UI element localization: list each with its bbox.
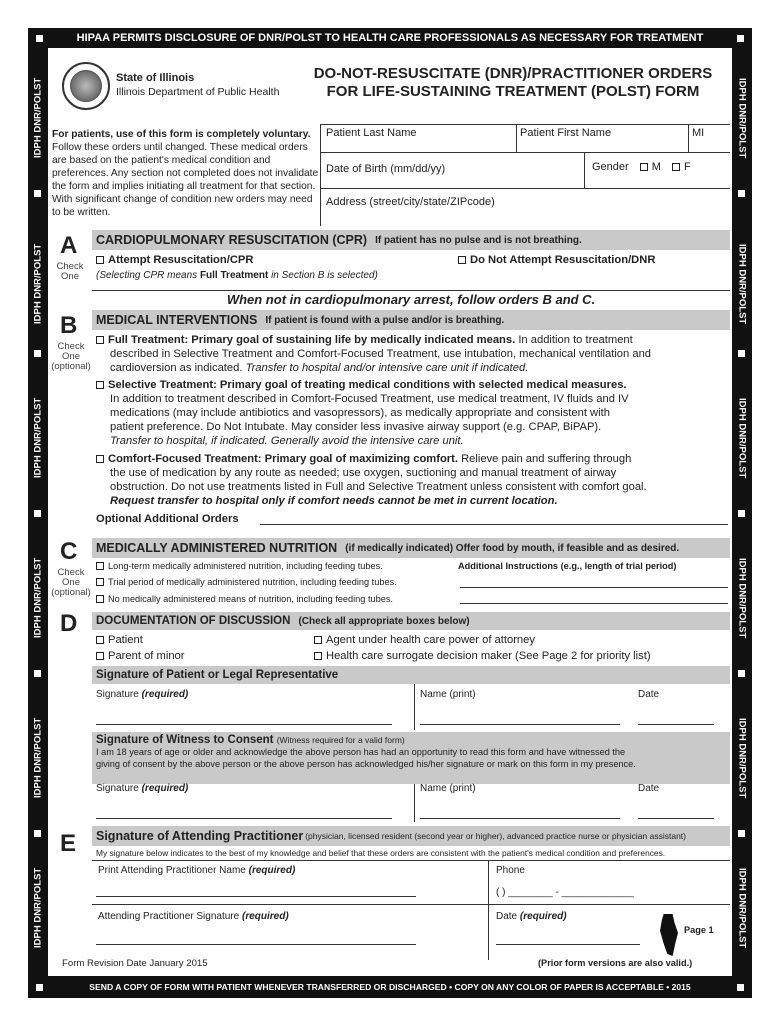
side-label: IDPH DNR/POLST [32, 397, 44, 479]
discussion-agent[interactable]: Agent under health care power of attorney [314, 633, 535, 647]
side-label: IDPH DNR/POLST [736, 397, 748, 479]
form-title-line2: FOR LIFE-SUSTAINING TREATMENT (POLST) FORM [326, 83, 700, 100]
print-name-label: Print Attending Practitioner Name (required) [98, 865, 296, 876]
side-label: IDPH DNR/POLST [32, 557, 44, 639]
practitioner-signature-label: Attending Practitioner Signature (required) [98, 911, 289, 922]
square-icon [738, 510, 745, 517]
section-e-letter: E [60, 830, 77, 857]
section-d-header [92, 612, 730, 630]
witness-signature-input[interactable] [96, 818, 392, 819]
section-e-title: Signature of Attending Practitioner [96, 829, 304, 843]
section-a-note: (Selecting CPR means Full Treatment in Section B is selected) [96, 270, 378, 281]
section-a-title: CARDIOPULMONARY RESUSCITATION (CPR) [96, 233, 368, 247]
phone-input[interactable]: ( ) ________ - _____________ [496, 887, 634, 898]
side-label: IDPH DNR/POLST [32, 717, 44, 799]
side-label: IDPH DNR/POLST [32, 77, 44, 159]
patient-date-input[interactable] [638, 724, 714, 725]
additional-instructions-input[interactable] [460, 587, 728, 588]
section-e-header [92, 826, 730, 846]
square-icon [34, 830, 41, 837]
witness-date-label: Date [638, 783, 660, 794]
square-icon [34, 670, 41, 677]
section-c-subtitle: (if medically indicated) Offer food by mouth, if feasible and as desired. [345, 542, 680, 554]
section-c-title: MEDICALLY ADMINISTERED NUTRITION [96, 541, 338, 555]
side-label: IDPH DNR/POLST [32, 867, 44, 949]
gender-m-checkbox[interactable] [640, 163, 648, 171]
section-b-title: MEDICAL INTERVENTIONS [96, 313, 258, 327]
witness-name-label: Name (print) [420, 783, 476, 794]
phone-label: Phone [496, 865, 525, 876]
gender-m-label: M [651, 161, 661, 173]
discussion-surrogate[interactable]: Health care surrogate decision maker (See Page 2 for priority list) [314, 649, 651, 663]
section-d-subtitle: (Check all appropriate boxes below) [298, 615, 470, 627]
patient-signature-header: Signature of Patient or Legal Representative [92, 666, 730, 684]
witness-date-input[interactable] [638, 818, 714, 819]
attestation-note: My signature below indicates to the best of my knowledge and belief that these orders are consistent with the patient's medical condition and preferences. [96, 848, 666, 858]
side-label: IDPH DNR/POLST [736, 867, 748, 949]
side-label: IDPH DNR/POLST [736, 717, 748, 799]
section-e-subtitle: (physician, licensed resident (second year or higher), advanced practice nurse or physician assistant) [305, 831, 686, 841]
additional-instructions-input[interactable] [460, 603, 728, 604]
witness-block: Signature of Witness to Consent (Witness required for a valid form) I am 18 years of age or older and acknowledge the above person has had an opportunity to read this form and have witnessed the giving of consent by the above person or the above person has acknowledged his/her signature or mark on this form in my presence. [92, 732, 730, 784]
state-name: State of Illinois [116, 72, 195, 84]
option-comfort-treatment[interactable]: Comfort-Focused Treatment: Primary goal of maximizing comfort. Relieve pain and suffering through the use of medication by any route as needed; use oxygen, suctioning and manual treatment of airway obstruction. Do not use treatments listed in Full and Selective Treatment unless consistent with comfort goal. Request transfer to hospital only if comfort needs cannot be met in current location. [96, 452, 730, 508]
section-d-title: DOCUMENTATION OF DISCUSSION [96, 615, 291, 627]
section-a-check-hint: Check One [56, 261, 84, 282]
option-dnr[interactable]: Do Not Attempt Resuscitation/DNR [458, 253, 655, 267]
form-title-line1: DO-NOT-RESUSCITATE (DNR)/PRACTITIONER ORDERS [313, 65, 713, 82]
page-number: Page 1 [684, 925, 714, 935]
discussion-parent[interactable]: Parent of minor [96, 649, 184, 663]
hipaa-notice: HIPAA PERMITS DISCLOSURE OF DNR/POLST TO HEALTH CARE PROFESSIONALS AS NECESSARY FOR TREATMENT [76, 32, 704, 44]
option-full-treatment[interactable]: Full Treatment: Primary goal of sustaining life by medically indicated means. In addition to treatment described in Selective Treatment and Comfort-Focused Treatment, use intubation, mechanical ventilation and cardioversion as indicated. Transfer to hospital and/or intensive care unit if indicated. [96, 333, 730, 375]
section-c-letter: C [60, 538, 78, 565]
revision-date: Form Revision Date January 2015 [62, 958, 208, 969]
section-a-header [92, 230, 730, 250]
section-b-letter: B [60, 312, 78, 339]
patient-signature-input[interactable] [96, 724, 392, 725]
illinois-map-icon [660, 914, 678, 956]
bottom-banner [28, 976, 752, 998]
square-icon [36, 35, 43, 42]
square-icon [738, 670, 745, 677]
practitioner-signature-input[interactable] [96, 944, 416, 945]
side-label: IDPH DNR/POLST [736, 243, 748, 325]
section-a-subtitle: If patient has no pulse and is not breathing. [375, 234, 582, 246]
side-label: IDPH DNR/POLST [736, 77, 748, 159]
side-label: IDPH DNR/POLST [32, 243, 44, 325]
address-field[interactable]: Address (street/city/state/ZIPcode) [326, 196, 495, 208]
gender-field [592, 161, 691, 173]
additional-instructions-label: Additional Instructions (e.g., length of trial period) [458, 561, 677, 571]
square-icon [34, 190, 41, 197]
patient-name-input[interactable] [420, 724, 620, 725]
witness-name-input[interactable] [420, 818, 620, 819]
department-name: Illinois Department of Public Health [116, 86, 280, 98]
section-b-header [92, 310, 730, 330]
square-icon [737, 35, 744, 42]
illinois-seal-icon [62, 62, 110, 110]
side-label: IDPH DNR/POLST [736, 557, 748, 639]
patient-name-label: Name (print) [420, 689, 476, 700]
intro-text [52, 128, 320, 219]
option-selective-treatment[interactable]: Selective Treatment: Primary goal of treating medical conditions with selected medical measures. In addition to treatment described in Comfort-Focused Treatment, use medical treatment, IV fluids and IV medications (may include antibiotics and vasopressors), as medically appropriate and consistent with patient preference. Do Not Intubate. May consider less invasive airway support (e.g. CPAP, BiPAP). Transfer to hospital, if indicated. Generally avoid the intensive care unit. [96, 378, 730, 448]
square-icon [737, 984, 744, 991]
optional-orders-input[interactable] [260, 524, 728, 525]
optional-orders-label: Optional Additional Orders [96, 513, 239, 525]
nutrition-option-long-term[interactable]: Long-term medically administered nutrition, including feeding tubes. [96, 560, 383, 572]
section-c-header [92, 538, 730, 558]
gender-f-label: F [684, 161, 691, 173]
date-of-birth-field[interactable]: Date of Birth (mm/dd/yy) [326, 163, 446, 175]
gender-f-checkbox[interactable] [672, 163, 680, 171]
section-a-letter: A [60, 232, 78, 259]
square-icon [738, 830, 745, 837]
square-icon [738, 190, 745, 197]
patient-last-name-field[interactable]: Patient Last Name [326, 127, 417, 139]
prior-versions-note: (Prior form versions are also valid.) [538, 958, 693, 968]
option-attempt-cpr[interactable]: Attempt Resuscitation/CPR [96, 253, 253, 267]
section-b-subtitle: If patient is found with a pulse and/or is breathing. [265, 314, 505, 326]
left-side-strip [28, 48, 48, 976]
transfer-notice: SEND A COPY OF FORM WITH PATIENT WHENEVER TRANSFERRED OR DISCHARGED • COPY ON ANY COLOR OF PAPER IS ACCEPTABLE • 2015 [89, 982, 691, 992]
patient-signature-label: Signature (required) [96, 689, 189, 700]
between-sections-note: When not in cardiopulmonary arrest, follow orders B and C. [226, 292, 596, 307]
intro-body: Follow these orders until changed. These medical orders are based on the patient's medical condition and preferences. Any section not completed does not invalidate the form and implies initiating all treatment for that section. With significant change of condition new orders may need to be written. [52, 142, 319, 218]
form-body [48, 48, 732, 976]
practitioner-date-label: Date (required) [496, 911, 567, 922]
practitioner-name-input[interactable] [96, 896, 416, 897]
witness-signature-label: Signature (required) [96, 783, 189, 794]
patient-first-name-field[interactable]: Patient First Name [520, 127, 612, 139]
square-icon [738, 350, 745, 357]
patient-mi-field[interactable]: MI [692, 127, 705, 139]
discussion-patient[interactable]: Patient [96, 633, 143, 647]
top-banner [28, 28, 752, 48]
nutrition-option-trial[interactable]: Trial period of medically administered nutrition, including feeding tubes. [96, 576, 397, 588]
gender-label: Gender [592, 161, 629, 173]
section-b-check-hint: Check One (optional) [51, 341, 91, 372]
nutrition-option-none[interactable]: No medically administered means of nutrition, including feeding tubes. [96, 593, 393, 605]
practitioner-date-input[interactable] [496, 944, 640, 945]
square-icon [34, 510, 41, 517]
section-d-letter: D [60, 610, 78, 637]
right-side-strip [732, 48, 752, 976]
intro-lead: For patients, use of this form is completely voluntary. [52, 129, 311, 140]
patient-date-label: Date [638, 689, 660, 700]
section-c-check-hint: Check One (optional) [51, 567, 91, 598]
square-icon [34, 350, 41, 357]
square-icon [36, 984, 43, 991]
